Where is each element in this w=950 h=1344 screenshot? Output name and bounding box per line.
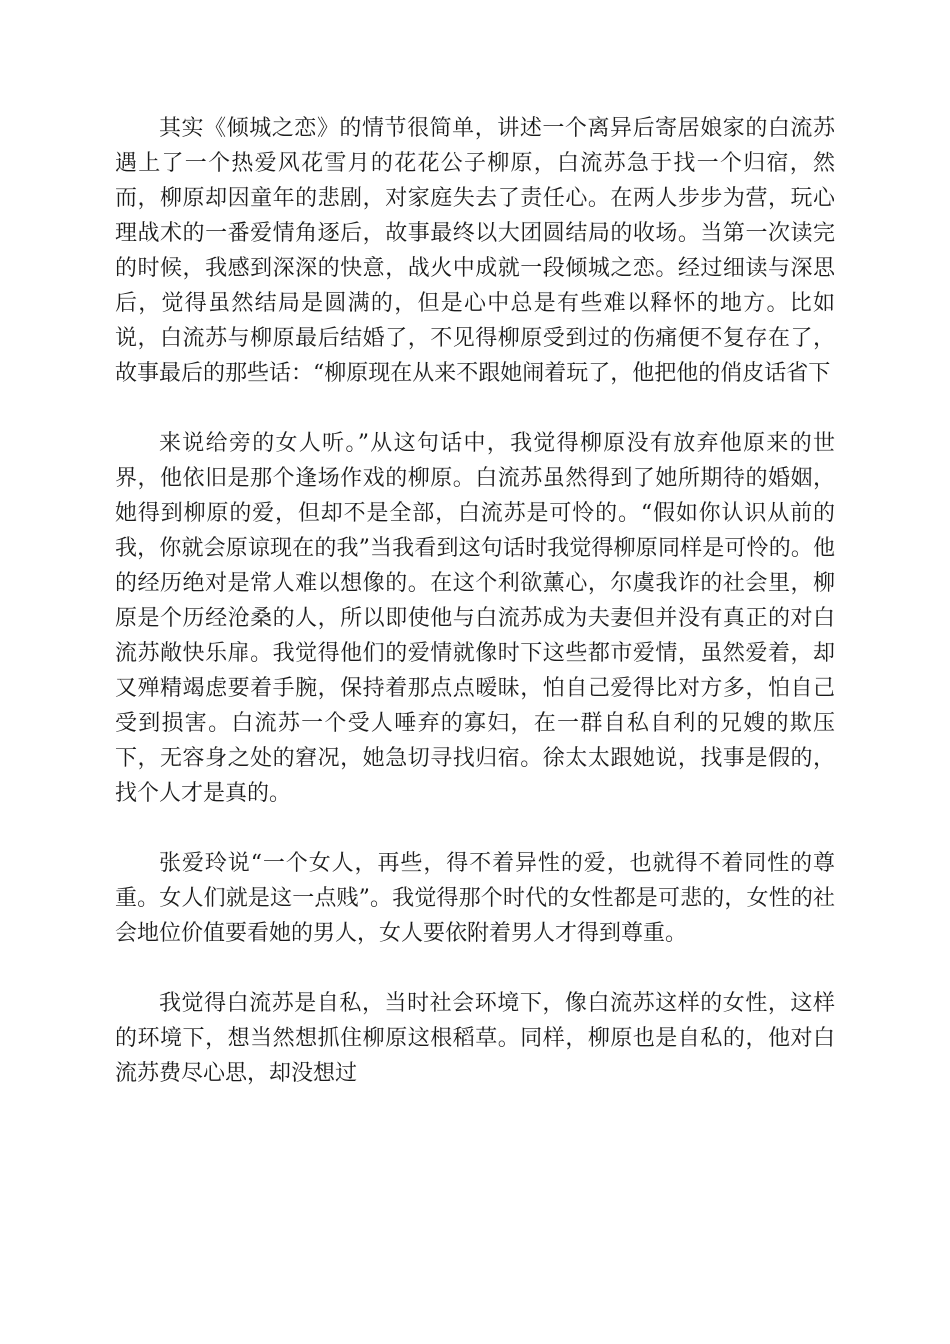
paragraph-3: 张爱玲说“一个女人，再些，得不着异性的爱，也就得不着同性的尊重。女人们就是这一点贱”。我觉得那个时代的女性都是可悲的，女性的社会地位价值要看她的男人，女人要依附着男人才得到尊重。: [115, 851, 835, 946]
paragraph-2: 来说给旁的女人听。”从这句话中，我觉得柳原没有放弃他原来的世界，他依旧是那个逢场作戏的柳原。白流苏虽然得到了她所期待的婚姻，她得到柳原的爱，但却不是全部，白流苏是可怜的。“假如你认识从前的我，你就会原谅现在的我”当我看到这句话时我觉得柳原同样是可怜的。他的经历绝对是常人难以想像的。在这个利欲薰心，尔虞我诈的社会里，柳原是个历经沧桑的人，所以即使他与白流苏成为夫妻但并没有真正的对白流苏敞快乐扉。我觉得他们的爱情就像时下这些都市爱情，虽然爱着，却又殚精竭虑要着手腕，保持着那点点暧昧，怕自己爱得比对方多，怕自己受到损害。白流苏一个受人唾弃的寡妇，在一群自私自利的兄嫂的欺压下，无容身之处的窘况，她急切寻找归宿。徐太太跟她说，找事是假的，找个人才是真的。: [115, 431, 835, 806]
paragraph-4: 我觉得白流苏是自私，当时社会环境下，像白流苏这样的女性，这样的环境下，想当然想抓住柳原这根稻草。同样，柳原也是自私的，他对白流苏费尽心思，却没想过: [115, 991, 835, 1086]
document-body: [115, 111, 835, 1091]
paragraph-1: 其实《倾城之恋》的情节很简单，讲述一个离异后寄居娘家的白流苏遇上了一个热爱风花雪月的花花公子柳原，白流苏急于找一个归宿，然而，柳原却因童年的悲剧，对家庭失去了责任心。在两人步步为营，玩心理战术的一番爱情角逐后，故事最终以大团圆结局的收场。当第一次读完的时候，我感到深深的快意，战火中成就一段倾城之恋。经过细读与深思后，觉得虽然结局是圆满的，但是心中总是有些难以释怀的地方。比如说，白流苏与柳原最后结婚了，不见得柳原受到过的伤痛便不复存在了，故事最后的那些话：“柳原现在从来不跟她闹着玩了，他把他的俏皮话省下: [115, 116, 835, 386]
